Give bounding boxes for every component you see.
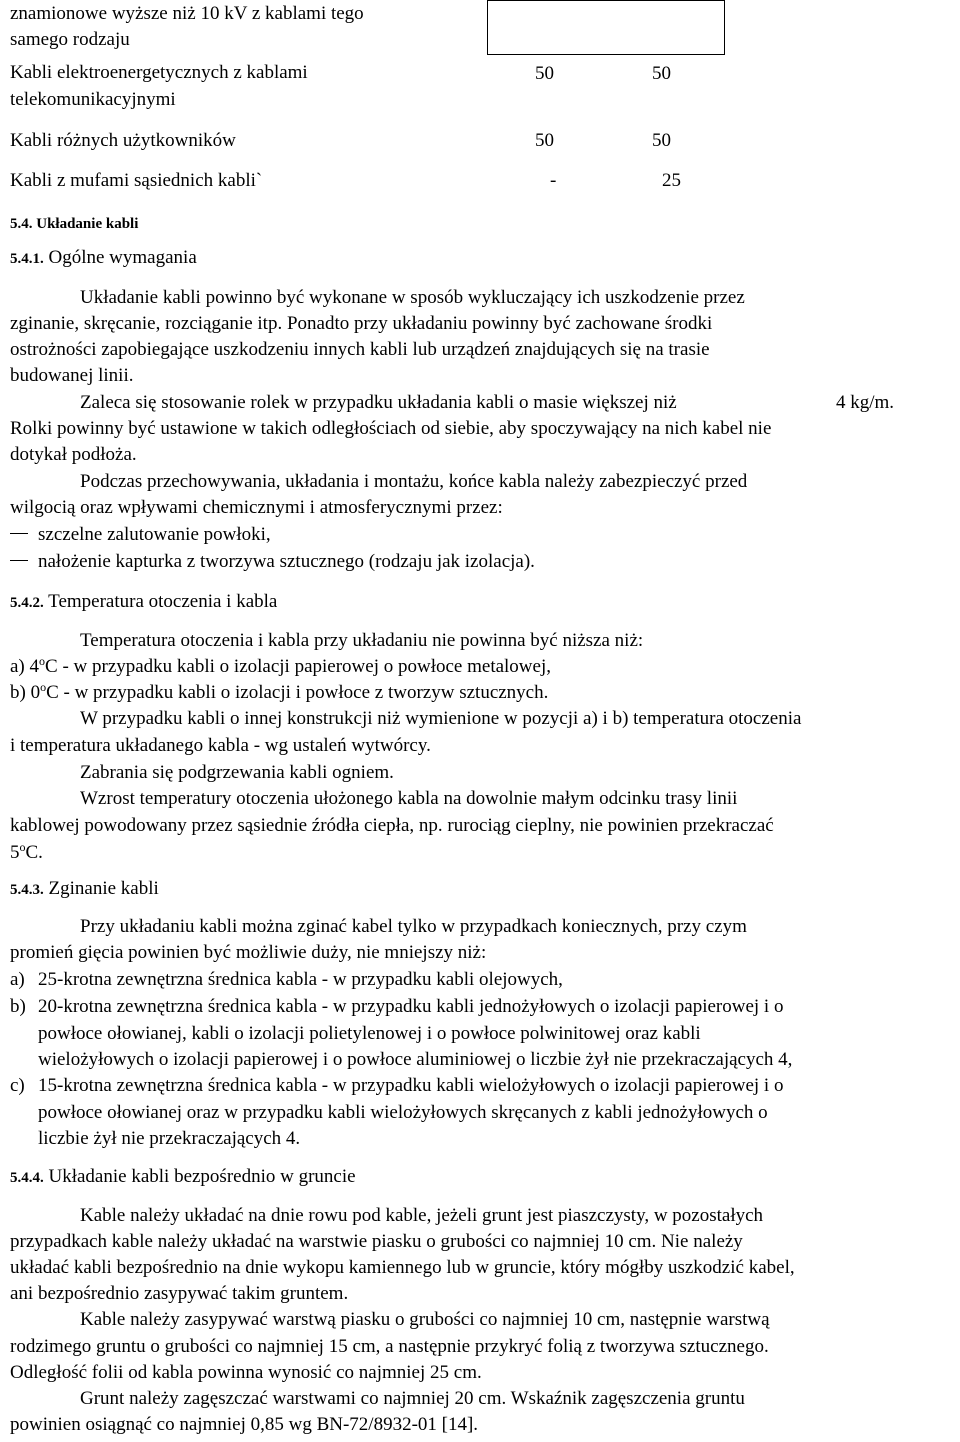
paragraph-line: ostrożności zapobiegające uszkodzeniu innych kabli lub urządzeń znajdujących się na trasie bbox=[10, 339, 710, 360]
section-heading-5-4-4 bbox=[10, 1164, 356, 1191]
table-border-line bbox=[487, 54, 725, 55]
paragraph-line: dotykał podłoża. bbox=[10, 444, 137, 465]
text-span: 5 bbox=[10, 842, 20, 863]
table-row-label: samego rodzaju bbox=[10, 29, 130, 50]
text-span: Ponadto przy układaniu powinny być zachowane środki bbox=[286, 313, 713, 334]
list-item-text: szczelne zalutowanie powłoki, bbox=[38, 524, 271, 545]
paragraph-line bbox=[10, 311, 712, 337]
section-number: 5.4.3. bbox=[10, 882, 44, 898]
paragraph-line: Odległość folii od kabla powinna wynosić co najmniej 25 cm. bbox=[10, 1362, 482, 1383]
list-item-text: powłoce ołowianej oraz w przypadku kabli wielożyłowych skręcanych z kabli jednożyłowych o bbox=[38, 1102, 768, 1123]
table-row-label: znamionowe wyższe niż 10 kV z kablami tego bbox=[10, 3, 364, 24]
table-cell-value: - bbox=[550, 170, 557, 191]
paragraph-line: Grunt należy zagęszczać warstwami co najmniej 20 cm. Wskaźnik zagęszczenia gruntu bbox=[80, 1388, 745, 1409]
dash-bullet-icon bbox=[10, 533, 28, 534]
paragraph-line: budowanej linii. bbox=[10, 365, 134, 386]
list-item bbox=[10, 522, 271, 548]
paragraph-line: kablowej powodowany przez sąsiednie źródła ciepła, np. rurociąg cieplny, nie powinien przekraczać bbox=[10, 815, 774, 836]
section-number: 5.4.1. bbox=[10, 251, 44, 267]
table-cell-value: 50 bbox=[535, 130, 554, 151]
paragraph-line bbox=[10, 840, 43, 866]
list-marker: b) bbox=[10, 996, 26, 1017]
text-span: C. bbox=[25, 842, 43, 863]
paragraph-line: Temperatura otoczenia i kabla przy układaniu nie powinna być niższa niż: bbox=[80, 630, 644, 651]
paragraph-line: układać kabli bezpośrednio na dnie wykopu kamiennego lub w gruncie, który mógłby uszkodzić kabel, bbox=[10, 1257, 795, 1278]
list-item bbox=[10, 654, 551, 680]
table-cell-value: 50 bbox=[535, 63, 554, 84]
paragraph-line: Zaleca się stosowanie rolek w przypadku układania kabli o masie większej niż bbox=[80, 392, 677, 413]
section-title: Układanie kabli bbox=[36, 216, 139, 232]
section-heading-5-4-3 bbox=[10, 876, 159, 903]
paragraph-line: wilgocią oraz wpływami chemicznymi i atmosferycznymi przez: bbox=[10, 497, 503, 518]
section-number: 5.4.4. bbox=[10, 1170, 44, 1186]
section-heading-5-4-2 bbox=[10, 589, 277, 616]
paragraph-line: Układanie kabli powinno być wykonane w sposób wykluczający ich uszkodzenie przez bbox=[80, 287, 745, 308]
section-number: 5.4.2. bbox=[10, 595, 44, 611]
list-item-text: nałożenie kapturka z tworzywa sztucznego (rodzaju jak izolacja). bbox=[38, 551, 535, 572]
paragraph-line: ani bezpośrednio zasypywać takim gruntem. bbox=[10, 1283, 349, 1304]
section-heading-5-4-1 bbox=[10, 245, 197, 272]
table-cell-value: 25 bbox=[662, 170, 681, 191]
paragraph-line: Zabrania się podgrzewania kabli ogniem. bbox=[80, 762, 394, 783]
list-item-text: wielożyłowych o izolacji papierowej i o powłoce aluminiowej o liczbie żył nie przekraczających 4, bbox=[38, 1049, 793, 1070]
text-span: C - w przypadku kabli o izolacji papierowej o powłoce metalowej, bbox=[45, 656, 551, 677]
table-cell-border bbox=[487, 0, 725, 55]
section-title: Układanie kabli bezpośrednio w gruncie bbox=[48, 1166, 356, 1187]
paragraph-line: Wzrost temperatury otoczenia ułożonego kabla na dowolnie małym odcinku trasy linii bbox=[80, 788, 738, 809]
list-marker: a) bbox=[10, 969, 25, 990]
text-span: C - w przypadku kabli o izolacji i powłoce z tworzyw sztucznych. bbox=[46, 682, 549, 703]
paragraph-line: powinien osiągnąć co najmniej 0,85 wg BN-72/8932-01 [14]. bbox=[10, 1414, 479, 1435]
list-item-text: 15-krotna zewnętrzna średnica kabla - w przypadku kabli wielożyłowych o izolacji papierowej i o bbox=[38, 1075, 784, 1096]
list-item-text: 25-krotna zewnętrzna średnica kabla - w przypadku kabli olejowych, bbox=[38, 969, 563, 990]
paragraph-line: promień gięcia powinien być możliwie duży, nie mniejszy niż: bbox=[10, 942, 487, 963]
superscript: o bbox=[40, 680, 47, 694]
section-title: Zginanie kabli bbox=[48, 878, 159, 899]
paragraph-line: 4 kg/m. bbox=[836, 392, 895, 413]
superscript: o bbox=[19, 840, 26, 854]
list-item-text: 20-krotna zewnętrzna średnica kabla - w przypadku kabli jednożyłowych o izolacji papierowej i o bbox=[38, 996, 784, 1017]
table-row-label: telekomunikacyjnymi bbox=[10, 89, 176, 110]
table-cell-value: 50 bbox=[652, 130, 671, 151]
paragraph-line: Rolki powinny być ustawione w takich odległościach od siebie, aby spoczywający na nich kabel nie bbox=[10, 418, 772, 439]
table-row-label: Kabli elektroenergetycznych z kablami bbox=[10, 62, 308, 83]
list-item-text: powłoce ołowianej, kabli o izolacji polietylenowej i o powłoce polwinitowej oraz kabli bbox=[38, 1023, 701, 1044]
paragraph-line: W przypadku kabli o innej konstrukcji niż wymienione w pozycji a) i b) temperatura otoczenia bbox=[80, 708, 802, 729]
list-item bbox=[10, 549, 535, 575]
table-cell-value: 50 bbox=[652, 63, 671, 84]
list-item bbox=[10, 680, 548, 706]
paragraph-line: Kable należy zasypywać warstwą piasku o grubości co najmniej 10 cm, następnie warstwą bbox=[80, 1309, 770, 1330]
paragraph-line: Przy układaniu kabli można zginać kabel tylko w przypadkach koniecznych, przy czym bbox=[80, 916, 747, 937]
paragraph-line: przypadkach kable należy układać na warstwie piasku o grubości co najmniej 10 cm. Nie należy bbox=[10, 1231, 743, 1252]
list-item-text: liczbie żył nie przekraczających 4. bbox=[38, 1128, 301, 1149]
paragraph-line: Podczas przechowywania, układania i montażu, końce kabla należy zabezpieczyć przed bbox=[80, 471, 748, 492]
section-number: 5.4. bbox=[10, 216, 33, 232]
section-heading-5-4 bbox=[10, 211, 138, 237]
table-row-label: Kabli różnych użytkowników bbox=[10, 130, 236, 151]
dash-bullet-icon bbox=[10, 560, 28, 561]
text-span: zginanie, skręcanie, rozciąganie itp. bbox=[10, 313, 283, 334]
text-span: a) 4 bbox=[10, 656, 40, 677]
spacing-table bbox=[10, 0, 724, 196]
superscript: o bbox=[39, 654, 46, 668]
section-title: Temperatura otoczenia i kabla bbox=[48, 591, 278, 612]
paragraph-line: i temperatura układanego kabla - wg ustaleń wytwórcy. bbox=[10, 735, 431, 756]
text-span: b) 0 bbox=[10, 682, 41, 703]
section-title: Ogólne wymagania bbox=[48, 247, 197, 268]
paragraph-line: rodzimego gruntu o grubości co najmniej 15 cm, a następnie przykryć folią z tworzywa sztucznego. bbox=[10, 1336, 769, 1357]
table-row-label: Kabli z mufami sąsiednich kabli` bbox=[10, 170, 263, 191]
list-marker: c) bbox=[10, 1075, 25, 1096]
paragraph-line: Kable należy układać na dnie rowu pod kable, jeżeli grunt jest piaszczysty, w pozostałych bbox=[80, 1205, 764, 1226]
